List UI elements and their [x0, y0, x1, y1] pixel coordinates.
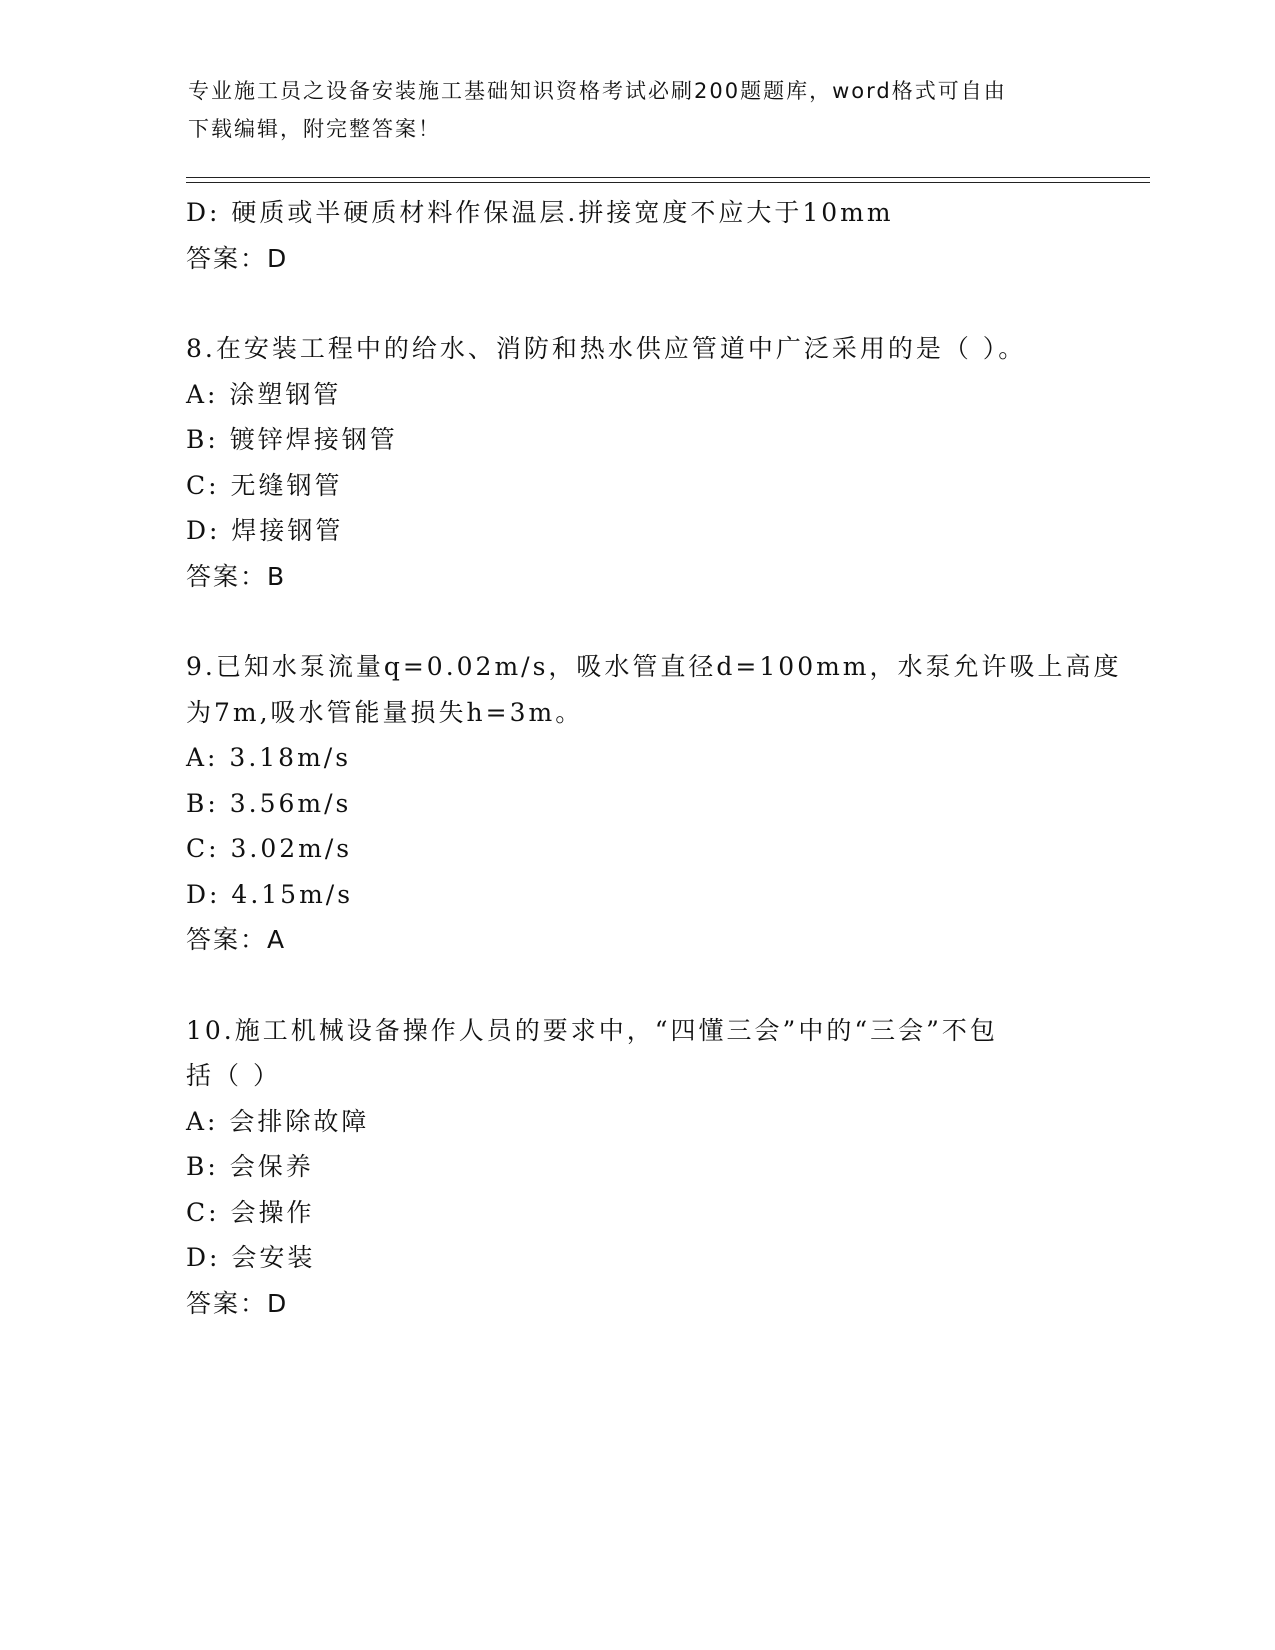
answer: 答案：D — [186, 1288, 289, 1318]
spacer — [186, 599, 1086, 644]
question-10 — [186, 1008, 1086, 1327]
option-c: C: 会操作 — [186, 1197, 315, 1227]
document-header — [188, 72, 1088, 148]
answer: 答案：A — [186, 925, 287, 954]
answer: 答案：B — [186, 561, 287, 591]
option-d: D: 4.15m/s — [186, 879, 354, 909]
option-b: B: 镀锌焊接钢管 — [186, 425, 398, 454]
option-b: B: 3.56m/s — [186, 788, 352, 818]
question-stem-cont: 括（ ） — [186, 1061, 281, 1090]
question-stem: 9.已知水泵流量q=0.02m/s，吸水管直径d=100mm，水泵允许吸上高度 — [186, 652, 1122, 681]
prev-answer: 答案：D — [186, 243, 289, 273]
option-a: A: 会排除故障 — [186, 1106, 370, 1136]
spacer — [186, 281, 1086, 326]
header-line-2: 下载编辑，附完整答案！ — [188, 117, 441, 141]
option-d: D: 焊接钢管 — [186, 516, 344, 545]
option-a: A: 涂塑钢管 — [186, 379, 342, 409]
question-stem: 10.施工机械设备操作人员的要求中，“四懂三会”中的“三会”不包 — [186, 1015, 998, 1045]
spacer — [186, 963, 1086, 1008]
question-stem: 8.在安装工程中的给水、消防和热水供应管道中广泛采用的是（ ）。 — [186, 334, 1027, 363]
option-b: B: 会保养 — [186, 1152, 314, 1181]
question-content — [186, 190, 1122, 1326]
question-9 — [186, 644, 1122, 963]
option-c: C: 无缝钢管 — [186, 470, 343, 500]
question-stem-cont: 为7m,吸水管能量损失h=3m。 — [186, 697, 584, 727]
option-c: C: 3.02m/s — [186, 834, 353, 863]
question-8 — [186, 326, 1086, 599]
header-line-1: 专业施工员之设备安装施工基础知识资格考试必刷200题题库，word格式可自由 — [188, 79, 1007, 103]
option-d: D: 会安装 — [186, 1243, 316, 1272]
header-divider-top — [186, 177, 1150, 178]
option-a: A: 3.18m/s — [186, 743, 352, 772]
prev-option-d: D: 硬质或半硬质材料作保温层.拼接宽度不应大于10mm — [186, 198, 894, 227]
header-divider-bottom — [186, 182, 1150, 183]
